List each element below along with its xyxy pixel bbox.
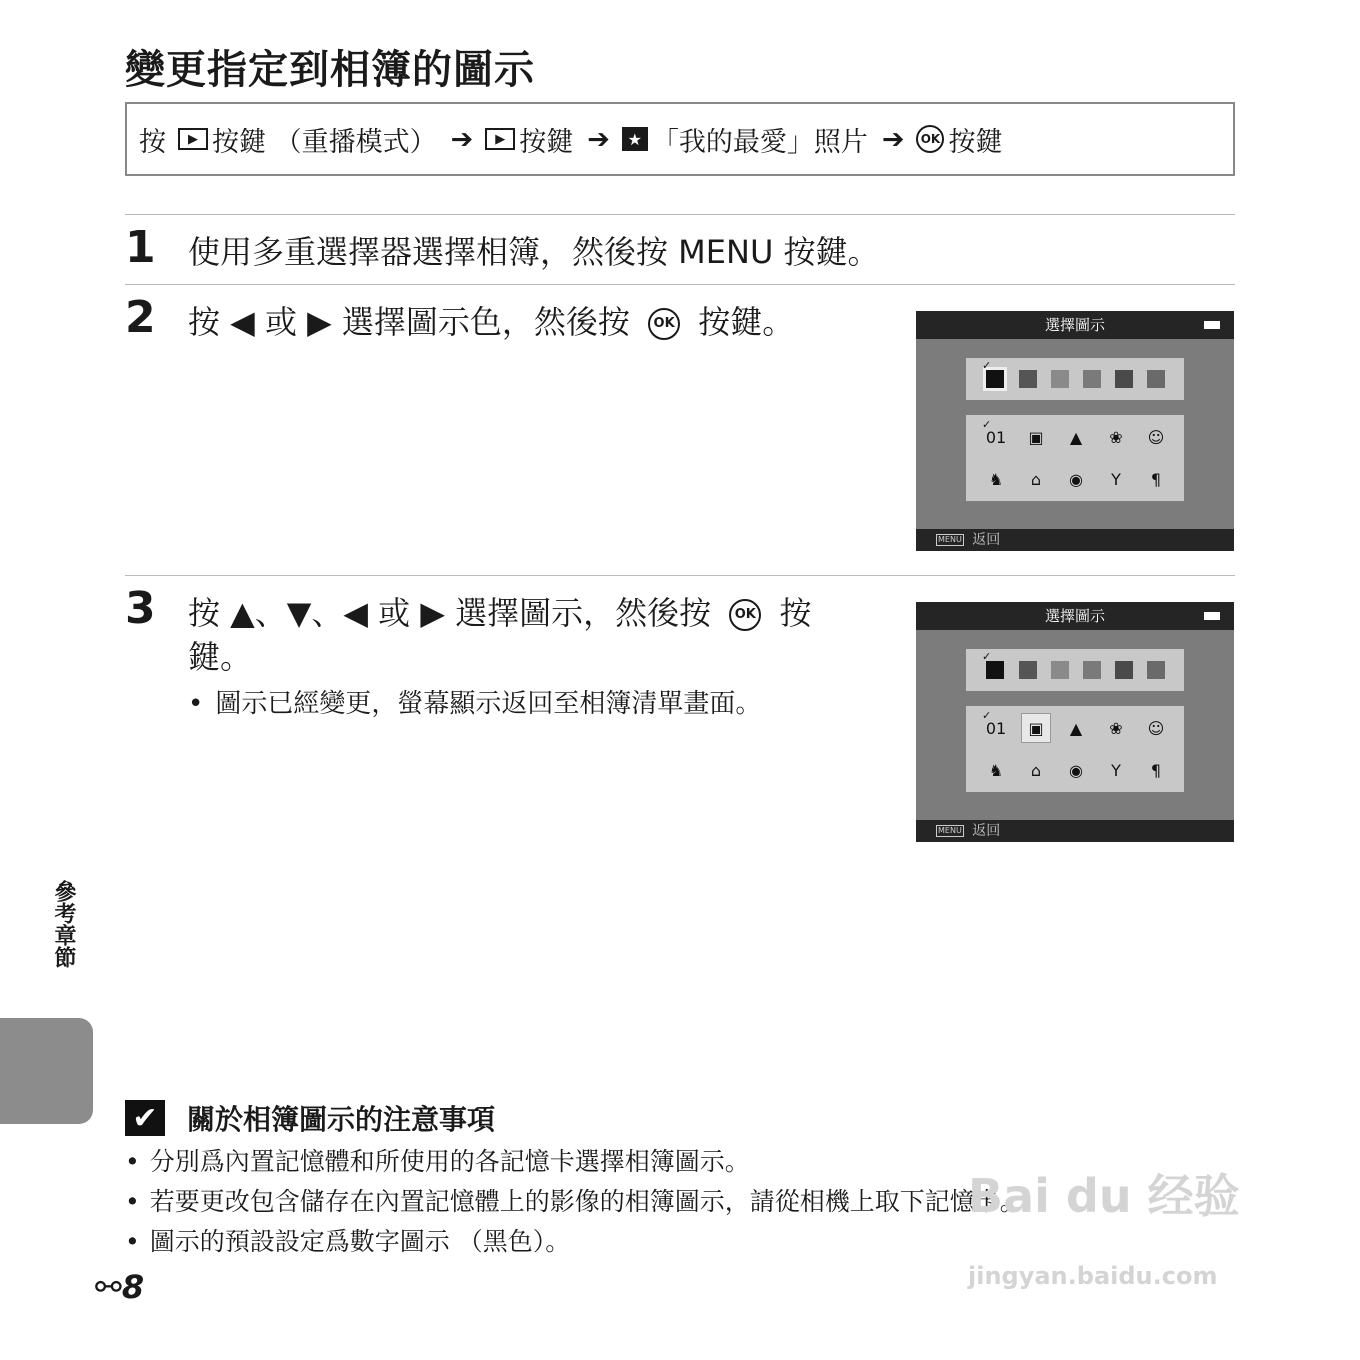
cutlery-icon[interactable]: ¶ <box>1150 760 1162 780</box>
cocktail-icon[interactable]: Y <box>1111 469 1121 489</box>
face-icon[interactable]: ☺ <box>1147 427 1165 447</box>
flower-icon[interactable]: ❀ <box>1109 427 1123 447</box>
screen-title: 選擇圖示 <box>916 311 1234 339</box>
pet-icon[interactable]: ♞ <box>988 469 1004 489</box>
color-swatch[interactable] <box>1115 370 1133 388</box>
step-1-number: 1 <box>125 222 156 273</box>
check-mark-icon: ✔ <box>125 1100 165 1136</box>
step-3-text-c: 鍵。 <box>188 638 253 676</box>
menu-key-icon: MENU <box>938 535 962 544</box>
ok-button-icon: OK <box>729 599 761 631</box>
favorites-icon: ★ <box>622 127 648 151</box>
note-item: • 分別爲內置記憶體和所使用的各記憶卡選擇相簿圖示。 <box>125 1142 750 1178</box>
step-3-number: 3 <box>125 583 156 634</box>
step-3-text-a: 按 ▲、▼、◀ 或 ▶ 選擇圖示，然後按 <box>188 594 712 632</box>
color-swatch[interactable] <box>1051 661 1069 679</box>
nav-key-text-2: 按鍵 <box>519 126 574 158</box>
flower-icon[interactable]: ❀ <box>1109 718 1123 738</box>
battery-icon <box>1204 321 1220 329</box>
cutlery-icon[interactable]: ¶ <box>1150 469 1162 489</box>
screen-footer <box>916 529 1234 551</box>
screen-title: 選擇圖示 <box>916 602 1234 630</box>
car-icon[interactable]: ◉ <box>1069 760 1083 780</box>
arrow-icon: ➔ <box>587 123 610 155</box>
face-icon[interactable]: ☺ <box>1147 718 1165 738</box>
step-2-text-b: 按鍵。 <box>698 303 795 341</box>
divider <box>125 284 1235 285</box>
note-item: • 圖示的預設設定爲數字圖示 （黑色）。 <box>125 1222 570 1258</box>
pet-icon[interactable]: ♞ <box>988 760 1004 780</box>
reference-icon: ⚯ <box>95 1268 122 1306</box>
icon-grid <box>966 415 1184 501</box>
back-label: 返回 <box>972 823 1001 839</box>
step-2-text <box>188 300 794 344</box>
play-key-icon: ▶ <box>178 128 208 150</box>
arrow-icon: ➔ <box>881 123 905 155</box>
screen-footer <box>916 820 1234 842</box>
menu-key-icon: MENU <box>938 826 962 835</box>
color-swatch-strip <box>966 649 1184 691</box>
color-swatch[interactable] <box>1083 661 1101 679</box>
icon-grid <box>966 706 1184 792</box>
chapter-tab[interactable] <box>0 1018 93 1124</box>
back-label: 返回 <box>972 532 1001 548</box>
cocktail-icon[interactable]: Y <box>1111 760 1121 780</box>
check-icon: ✓ <box>982 650 992 663</box>
camera-screen-1 <box>916 311 1234 551</box>
number-icon[interactable]: 01 <box>985 427 1007 447</box>
check-icon: ✓ <box>982 709 992 722</box>
chapter-label: 參考章節 <box>51 880 76 968</box>
watermark-logo: Bai du 经验 <box>968 1169 1240 1223</box>
mountain-icon[interactable]: ▲ <box>1069 427 1083 447</box>
color-swatch[interactable] <box>1019 370 1037 388</box>
page-number <box>95 1268 144 1306</box>
note-heading <box>125 1098 495 1138</box>
color-swatch[interactable] <box>1147 370 1165 388</box>
page-number-value: 8 <box>121 1268 145 1306</box>
play-key-icon: ▶ <box>485 128 515 150</box>
step-3-bullet: • 圖示已經變更，螢幕顯示返回至相簿清單畫面。 <box>188 689 762 719</box>
nav-key-text-1: 按鍵 （重播模式） <box>212 126 437 158</box>
check-icon: ✓ <box>982 359 992 372</box>
note-title: 關於相簿圖示的注意事項 <box>187 1103 496 1136</box>
building-icon[interactable]: ▣ <box>1028 427 1044 447</box>
color-swatch-black[interactable] <box>986 370 1004 388</box>
nav-key-text-3: 按鍵 <box>948 126 1003 158</box>
color-swatch-black[interactable] <box>986 661 1004 679</box>
step-2-number: 2 <box>125 292 156 343</box>
ok-button-icon: OK <box>916 125 944 153</box>
divider <box>125 214 1235 215</box>
page-title: 變更指定到相簿的圖示 <box>125 47 535 93</box>
step-3-text <box>188 591 888 679</box>
note-item: • 若要更改包含儲存在內置記憶體上的影像的相簿圖示，請從相機上取下記憶卡。 <box>125 1182 1025 1218</box>
color-swatch[interactable] <box>1019 661 1037 679</box>
arrow-icon: ➔ <box>450 123 474 155</box>
city-icon[interactable]: ⌂ <box>1030 760 1042 780</box>
mountain-icon[interactable]: ▲ <box>1069 718 1083 738</box>
color-swatch[interactable] <box>1147 661 1165 679</box>
check-icon: ✓ <box>982 418 992 431</box>
ok-button-icon: OK <box>648 308 680 340</box>
battery-icon <box>1204 612 1220 620</box>
step-2-text-a: 按 ◀ 或 ▶ 選擇圖示色，然後按 <box>188 303 630 341</box>
camera-screen-2 <box>916 602 1234 842</box>
color-swatch-strip <box>966 358 1184 400</box>
building-icon-selected[interactable]: ▣ <box>1022 714 1050 742</box>
color-swatch[interactable] <box>1083 370 1101 388</box>
number-icon[interactable]: 01 <box>985 718 1007 738</box>
step-3-bullet-text: 圖示已經變更，螢幕顯示返回至相簿清單畫面。 <box>215 689 762 719</box>
car-icon[interactable]: ◉ <box>1069 469 1083 489</box>
nav-press: 按 <box>139 126 166 158</box>
navigation-path <box>125 102 1235 176</box>
step-1-text: 使用多重選擇器選擇相簿，然後按 MENU 按鍵。 <box>188 233 880 271</box>
color-swatch[interactable] <box>1051 370 1069 388</box>
city-icon[interactable]: ⌂ <box>1030 469 1042 489</box>
nav-favorites: 「我的最愛」照片 <box>651 126 868 158</box>
step-3-text-b: 按 <box>779 594 812 632</box>
watermark-url: jingyan.baidu.com <box>968 1262 1218 1290</box>
divider <box>125 575 1235 576</box>
color-swatch[interactable] <box>1115 661 1133 679</box>
